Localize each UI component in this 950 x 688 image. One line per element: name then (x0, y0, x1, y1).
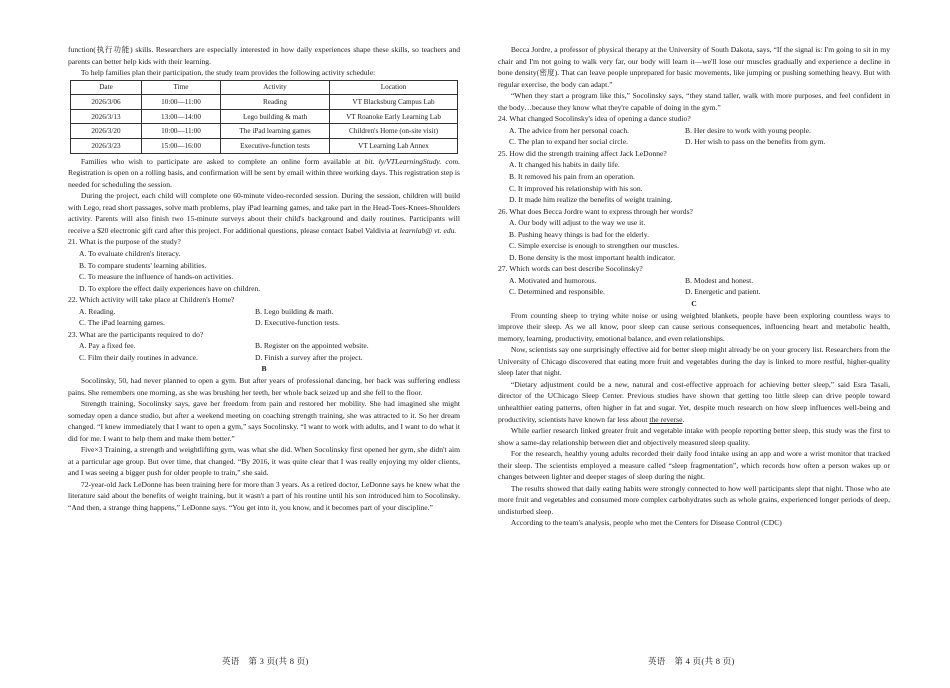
table-cell: 15:00—16:00 (142, 139, 221, 154)
paragraph: function(执行功能) skills. Researchers are especially interested in how daily experiences shape these skills, so teachers and parents can better help kids with their learning. (68, 45, 460, 66)
header-location: Location (330, 80, 458, 95)
header-activity: Activity (221, 80, 330, 95)
option: A. Our body will adjust to the way we use it. (509, 218, 646, 228)
option-row (509, 275, 890, 287)
header-date: Date (71, 80, 142, 95)
option-row (79, 340, 460, 352)
table-cell: Lego building & math (221, 109, 330, 124)
text: Registration is open on a rolling basis, and confirmation will be sent by email within three working days. This registration step is needed for scheduling the session. (68, 168, 460, 189)
table-cell: VT Roanoke Early Learning Lab (330, 109, 458, 124)
option: A. Reading. (79, 306, 116, 316)
question-22: 22. Which activity will take place at Children's Home? (68, 295, 235, 305)
option: B. Her desire to work with young people. (685, 125, 811, 135)
table-row (71, 109, 458, 124)
table-cell: Executive-function tests (221, 139, 330, 154)
underlined-phrase: the reverse (649, 414, 683, 424)
text: “Dietary adjustment could be a new, natural and cost-effective approach for achieving better sleep,” said Esra Tasali, director of the UChicago Sleep Center. Previous studies have shown that getting too little sleep can drive people toward unhealthier eating patterns, often higher in fat and sugar. Yet, despite much research on how sleep influences well-being and productivity, scientists have known far less about (498, 379, 890, 424)
option: B. Modest and honest. (685, 275, 754, 285)
option-row (79, 317, 460, 329)
option: C. Film their daily routines in advance. (79, 352, 198, 362)
page-footer-right: 英语 第 4 页(共 8 页) (648, 656, 735, 666)
table-header-row (71, 80, 458, 95)
option: C. To measure the influence of hands-on activities. (79, 272, 234, 282)
text: Families who wish to participate are asked to complete an online form available at (80, 156, 361, 166)
option: A. Pay a fixed fee. (79, 341, 136, 351)
question-21: 21. What is the purpose of the study? (68, 237, 181, 247)
question-23: 23. What are the participants required to do? (68, 329, 204, 339)
paragraph: 72-year-old Jack LeDonne has been training here for more than 3 years. As a retired doctor, LeDonne says he knew what the literature said about the benefits of weight training, but it wasn't a part of his routine until his son introduced him to Socolinsky. “And then, a strange thing happens,” LeDonne says. “You get into it, you know, and it becomes part of your discipline.” (68, 479, 460, 513)
contact-email-link[interactable]: learnlab@ vt. edu. (399, 225, 457, 235)
question-27: 27. Which words can best describe Socolinsky? (498, 264, 643, 274)
table-cell: 10:00—11:00 (142, 95, 221, 110)
paragraph: According to the team's analysis, people who met the Centers for Disease Control (CDC) (510, 518, 782, 528)
question-26: 26. What does Becca Jordre want to express through her words? (498, 206, 693, 216)
paragraph: To help families plan their participation, the study team provides the following activity schedule: (80, 68, 376, 78)
option-row (79, 306, 460, 318)
option-row (509, 125, 890, 137)
section-heading-b: B (261, 364, 267, 374)
paragraph (68, 190, 460, 236)
header-time: Time (142, 80, 221, 95)
option: D. Finish a survey after the project. (255, 352, 363, 362)
left-column (68, 44, 460, 514)
registration-link[interactable]: bit. ly/VTLearningStudy. com. (364, 156, 460, 166)
option: C. Determined and responsible. (509, 287, 605, 297)
paragraph: “When they start a program like this,” Socolinsky says, “they stand taller, walk with more purposes, and feel confident in the body…because they know what they're capable of doing in the gym.” (498, 91, 890, 112)
option: D. Executive-function tests. (255, 318, 340, 328)
table-row (71, 139, 458, 154)
option: D. Energetic and patient. (685, 287, 761, 297)
option: C. It improved his relationship with his son. (509, 183, 643, 193)
option: C. The iPad learning games. (79, 318, 165, 328)
page-footer-left: 英语 第 3 页(共 8 页) (222, 656, 309, 666)
table-cell: VT Learning Lab Annex (330, 139, 458, 154)
option: B. To compare students' learning abilities. (79, 260, 207, 270)
table-cell: 2026/3/13 (71, 109, 142, 124)
paragraph (68, 156, 460, 191)
option: A. Motivated and humorous. (509, 275, 597, 285)
activity-schedule-table (70, 80, 458, 154)
question-24: 24. What changed Socolinsky's idea of opening a dance studio? (498, 114, 691, 124)
table-cell: 2026/3/20 (71, 124, 142, 139)
section-heading-c: C (691, 299, 697, 309)
option: D. Her wish to pass on the benefits from gym. (685, 137, 826, 147)
paragraph: From counting sheep to trying white noise or using weighted blankets, people have been exploring countless ways to improve their sleep. As we all know, poor sleep can cause serious consequences, influencing heart and metabolic health, memory, learning, productivity, emotional balance, and even relationships. (498, 310, 890, 343)
table-cell: VT Blacksburg Campus Lab (330, 95, 458, 110)
option-row (509, 286, 890, 298)
option-row (509, 136, 890, 148)
option: C. Simple exercise is enough to strengthen our muscles. (509, 241, 679, 251)
table-cell: Reading (221, 95, 330, 110)
option: D. To explore the effect daily experiences have on children. (79, 283, 261, 293)
text: During the project, each child will complete one 60-minute video-recorded session. During the session, children will build with Lego, read short passages, solve math problems, play iPad learning games, and take part in the Head-Toes-Knees-Shoulders activity. Parents will also finish two 15-minute surveys about their child's background and daily routines. Participants will receive a $20 electronic gift card after this project. For additional questions, please contact Isabel Valdivia at (68, 191, 460, 235)
option: B. Register on the appointed website. (255, 341, 369, 351)
option: A. It changed his habits in daily life. (509, 160, 620, 170)
paragraph: The results showed that daily eating habits were strongly connected to how well participants slept that night. Those who ate more fruit and vegetables and consumed more complex carbohydrates such as whole grains, experienced longer periods of deep, undisturbed sleep. (498, 483, 890, 516)
paragraph: Five×3 Training, a strength and weightlifting gym, was what she did. When Socolinsky first opened her gym, she didn't aim at a particular age group. But over time, that changed. “By 2016, it was quite clear that I was really enjoying my older clients, and I was seeing a bigger push for older people to train,” she said. (68, 445, 460, 478)
table-row (71, 95, 458, 110)
paragraph: While earlier research linked greater fruit and vegetable intake with people reporting better sleep, this study was the first to show a same-day relationship between diet and objectively measured sleep quality. (498, 426, 890, 447)
option-row (79, 352, 460, 364)
paragraph: For the research, healthy young adults recorded their daily food intake using an app and wore a wrist monitor that tracked their sleep. The scientists employed a measure called “sleep fragmentation”, which records how often a person wakes up or changes between lighter and deeper stages of sleep during the night. (498, 449, 890, 482)
table-cell: 10:00—11:00 (142, 124, 221, 139)
paragraph: Becca Jordre, a professor of physical therapy at the University of South Dakota, says, “If the signal is: I'm going to sit in my chair and I'm not going to walk very far, our body will learn it—we'll lose our muscles gradually and experience a decline in bone density(密度). That can leave people unprepared for basic movements, like jumping or pushing something heavy. But with regular exercise, the body can adapt.” (498, 45, 890, 89)
right-column (498, 44, 890, 529)
option: D. Bone density is the most important health indicator. (509, 252, 676, 262)
option: B. Pushing heavy things is bad for the elderly. (509, 229, 649, 239)
paragraph: Strength training, Socolinsky says, gave her freedom from pain and restored her mobility. She had imagined she might someday open a dance studio, but after a weekend meeting on coaching strength training, she was attracted to it. So her dream changed. “I knew immediately that I want to open a gym,” says Socolinsky. “I want to work with adults, and I want to do what it did for me. I want to help them and make them better.” (68, 399, 460, 443)
table-row (71, 124, 458, 139)
table-cell: Children's Home (on-site visit) (330, 124, 458, 139)
option: A. The advice from her personal coach. (509, 125, 630, 135)
table-cell: 2026/3/23 (71, 139, 142, 154)
paragraph: Socolinsky, 50, had never planned to open a gym. But after years of professional dancing, her back was suffering endless pains. She remembers one morning, as she was brushing her teeth, her whole back seized up and she fell to the floor. (68, 376, 460, 397)
option: B. It removed his pain from an operation. (509, 172, 635, 182)
question-25: 25. How did the strength training affect Jack LeDonne? (498, 148, 667, 158)
option: C. The plan to expand her social circle. (509, 137, 628, 147)
option: D. It made him realize the benefits of weight training. (509, 195, 673, 205)
option: A. To evaluate children's literacy. (79, 248, 181, 258)
paragraph (498, 379, 890, 425)
option: B. Lego building & math. (255, 306, 334, 316)
table-cell: The iPad learning games (221, 124, 330, 139)
table-cell: 2026/3/06 (71, 95, 142, 110)
paragraph: Now, scientists say one surprisingly effective aid for better sleep might already be on your grocery list. Researchers from the University of Chicago discovered that eating more fruit and vegetables during the day is linked to more restful, higher-quality sleep later that night. (498, 345, 890, 378)
text: . (682, 414, 685, 424)
table-cell: 13:00—14:00 (142, 109, 221, 124)
